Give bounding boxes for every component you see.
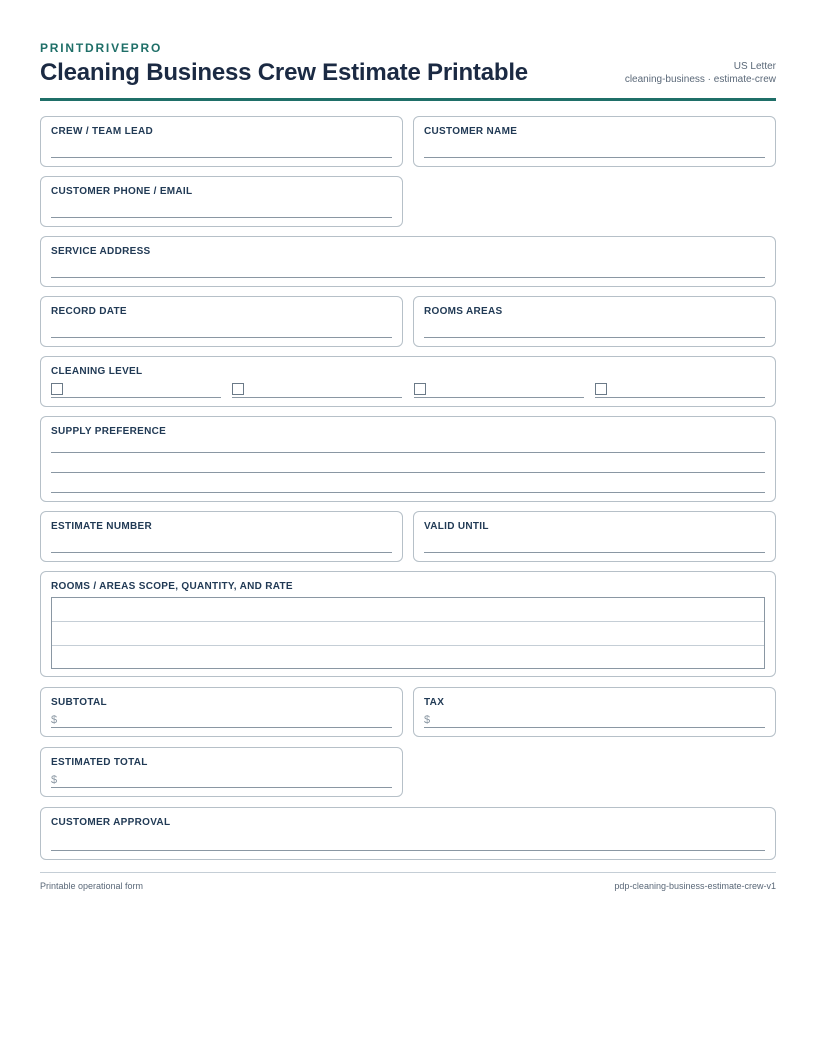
estimated-total-label: ESTIMATED TOTAL [51, 757, 148, 768]
form-footer [40, 872, 776, 891]
cleaning-level-option [595, 383, 765, 398]
estimated-total-field [40, 747, 403, 797]
subtotal-field [40, 687, 403, 737]
cleaning-level-checkbox[interactable] [595, 383, 607, 395]
valid-until-line[interactable] [424, 552, 765, 553]
rooms-scope-label: ROOMS / AREAS SCOPE, QUANTITY, AND RATE [51, 581, 293, 592]
estimate-number-field [40, 511, 403, 562]
crew-team-lead-label: CREW / TEAM LEAD [51, 126, 154, 137]
cleaning-level-field [40, 356, 776, 407]
table-row[interactable] [52, 645, 764, 646]
service-address-label: SERVICE ADDRESS [51, 246, 151, 257]
customer-approval-label: CUSTOMER APPROVAL [51, 817, 171, 828]
cleaning-level-label: CLEANING LEVEL [51, 366, 143, 377]
rooms-scope-table [51, 597, 765, 669]
estimated-total-line[interactable] [51, 787, 392, 788]
cleaning-level-checkbox[interactable] [232, 383, 244, 395]
valid-until-label: VALID UNTIL [424, 521, 489, 532]
record-date-line[interactable] [51, 337, 392, 338]
rooms-areas-label: ROOMS AREAS [424, 306, 503, 317]
crew-team-lead-line[interactable] [51, 157, 392, 158]
customer-phone-email-label: CUSTOMER PHONE / EMAIL [51, 186, 193, 197]
cleaning-level-checkbox[interactable] [51, 383, 63, 395]
subtotal-line[interactable] [51, 727, 392, 728]
subtotal-currency: $ [51, 714, 58, 726]
tax-label: TAX [424, 697, 445, 708]
customer-phone-email-field [40, 176, 403, 227]
footer-form-id: pdp-cleaning-business-estimate-crew-v1 [614, 881, 776, 891]
service-address-line[interactable] [51, 277, 765, 278]
table-row[interactable] [52, 621, 764, 622]
rooms-scope-section [40, 571, 776, 677]
customer-name-line[interactable] [424, 157, 765, 158]
crew-team-lead-field [40, 116, 403, 167]
page-title: Cleaning Business Crew Estimate Printable [40, 59, 528, 86]
form-meta [625, 60, 776, 86]
customer-name-label: CUSTOMER NAME [424, 126, 518, 137]
cleaning-level-option [414, 383, 584, 398]
supply-preference-line[interactable] [51, 472, 765, 473]
cleaning-level-checkbox[interactable] [414, 383, 426, 395]
service-address-field [40, 236, 776, 287]
form-tags: cleaning-business · estimate-crew [624, 74, 776, 85]
customer-approval-field [40, 807, 776, 860]
estimate-number-line[interactable] [51, 552, 392, 553]
rooms-areas-field [413, 296, 776, 347]
customer-name-field [413, 116, 776, 167]
record-date-field [40, 296, 403, 347]
tax-field [413, 687, 776, 737]
supply-preference-field [40, 416, 776, 502]
form-header [40, 40, 776, 101]
supply-preference-line[interactable] [51, 452, 765, 453]
tax-currency: $ [424, 714, 431, 726]
footer-description: Printable operational form [40, 881, 144, 891]
supply-preference-label: SUPPLY PREFERENCE [51, 426, 167, 437]
supply-preference-line[interactable] [51, 492, 765, 493]
customer-phone-email-line[interactable] [51, 217, 392, 218]
estimate-number-label: ESTIMATE NUMBER [51, 521, 152, 532]
rooms-areas-line[interactable] [424, 337, 765, 338]
cleaning-level-option [232, 383, 402, 398]
tax-line[interactable] [424, 727, 765, 728]
record-date-label: RECORD DATE [51, 306, 127, 317]
estimated-total-currency: $ [51, 774, 58, 786]
paper-size: US Letter [733, 61, 776, 72]
form-page [40, 40, 776, 891]
brand-name: PRINTDRIVEPRO [40, 41, 163, 55]
cleaning-level-option [51, 383, 221, 398]
valid-until-field [413, 511, 776, 562]
subtotal-label: SUBTOTAL [51, 697, 107, 708]
customer-approval-line[interactable] [51, 850, 765, 851]
